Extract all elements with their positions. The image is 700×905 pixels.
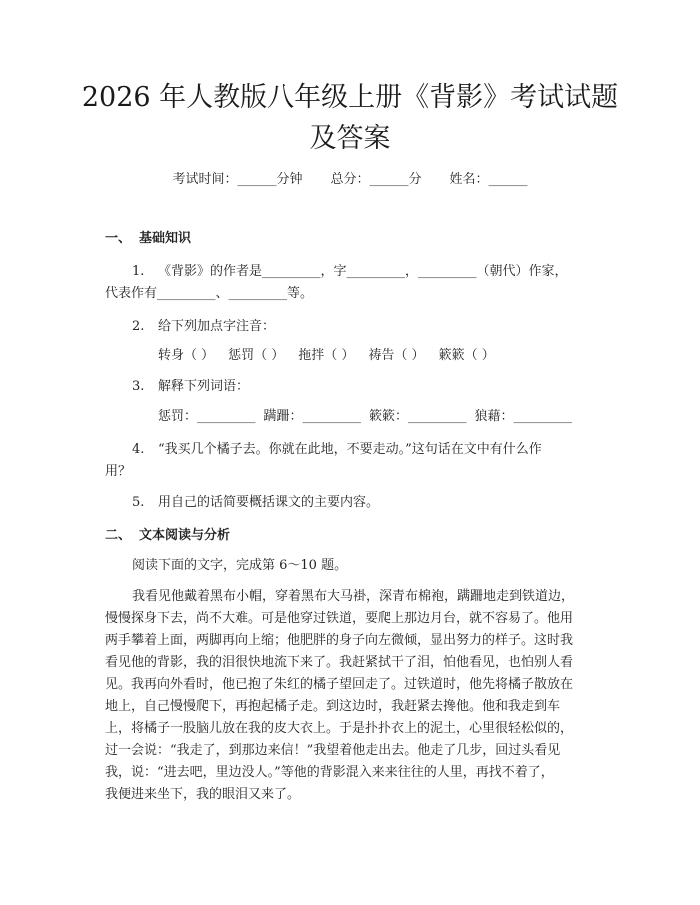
question-number: 5.	[132, 495, 145, 510]
question-number: 4.	[132, 442, 145, 457]
question-1-continued: 代表作有_________、_________等。	[105, 286, 314, 301]
question-2	[132, 317, 275, 337]
passage-line: 上，将橘子一股脑儿放在我的皮大衣上。于是扑扑衣上的泥土，心里很轻松似的，	[105, 721, 574, 736]
question-number: 2.	[132, 319, 145, 334]
option-item: 祷告（ ）	[368, 348, 425, 363]
question-4-continued: 用？	[105, 464, 132, 479]
section-heading-1	[105, 229, 191, 249]
question-1	[132, 262, 568, 282]
section-number: 二、	[105, 528, 132, 543]
passage-line: 两手攀着上面，两脚再向上缩；他肥胖的身子向左微倾，显出努力的样子。这时我	[105, 633, 574, 648]
question-text: 用自己的话简要概括课文的主要内容。	[158, 495, 380, 510]
vocab-item: 狼藉：_________	[474, 409, 573, 424]
passage-line: 地上，自己慢慢爬下，再抱起橘子走。到这边时，我赶紧去搀他。他和我走到车	[105, 699, 561, 714]
passage-line: 见。我再向外看时，他已抱了朱红的橘子望回走了。过铁道时，他先将橘子散放在	[105, 677, 574, 692]
option-item: 拖拌（ ）	[298, 348, 355, 363]
question-text: 解释下列词语：	[158, 379, 250, 394]
exam-meta	[0, 170, 700, 190]
question-number: 1.	[132, 264, 145, 279]
vocab-list	[158, 407, 580, 427]
exam-time: 考试时间：______分钟	[172, 172, 303, 187]
passage-line: 看见他的背影，我的泪很快地流下来了。我赶紧拭干了泪，怕他看见，也怕别人看	[105, 655, 574, 670]
pinyin-options	[158, 346, 509, 366]
question-5	[132, 493, 379, 513]
exam-score: 总分：______分	[330, 172, 422, 187]
question-text: 给下列加点字注音：	[158, 319, 276, 334]
passage-line: 我看见他戴着黑布小帽，穿着黑布大马褂，深青布棉袍，蹒跚地走到铁道边，	[132, 589, 575, 604]
passage-line: 我，说：“进去吧，里边没人。”等他的背影混入来来往往的人里，再找不着了，	[105, 765, 554, 780]
question-number: 3.	[132, 379, 145, 394]
option-item: 惩罚（ ）	[228, 348, 285, 363]
page-title-continued: 及答案	[309, 123, 391, 154]
reading-intro: 阅读下面的文字，完成第 6～10 题。	[132, 558, 348, 573]
question-text: “我买几个橘子去。你就在此地，不要走动。”这句话在文中有什么作	[158, 442, 542, 457]
vocab-item: 惩罚：_________	[158, 409, 256, 424]
question-4	[132, 440, 542, 460]
section-title: 基础知识	[139, 231, 192, 246]
section-number: 一、	[105, 231, 132, 246]
vocab-item: 蹒跚：_________	[263, 409, 362, 424]
passage-line: 慢慢探身下去，尚不大难。可是他穿过铁道，要爬上那边月台，就不容易了。他用	[105, 611, 574, 626]
page-title: 2026 年人教版八年级上册《背影》考试试题	[81, 82, 619, 113]
passage-line: 我便进来坐下，我的眼泪又来了。	[105, 787, 301, 802]
section-heading-2	[105, 526, 230, 546]
question-text: 《背影》的作者是_________，字_________，_________（朝代）作家，	[158, 264, 568, 279]
vocab-item: 簌簌：_________	[369, 409, 467, 424]
passage-line: 过一会说：“我走了，到那边来信！”我望着他走出去。他走了几步，回过头看见	[105, 743, 561, 758]
option-item: 转身（ ）	[158, 348, 215, 363]
option-item: 簌簌（ ）	[438, 348, 495, 363]
section-title: 文本阅读与分析	[139, 528, 231, 543]
exam-name: 姓名：______	[449, 172, 528, 187]
question-3	[132, 377, 249, 397]
